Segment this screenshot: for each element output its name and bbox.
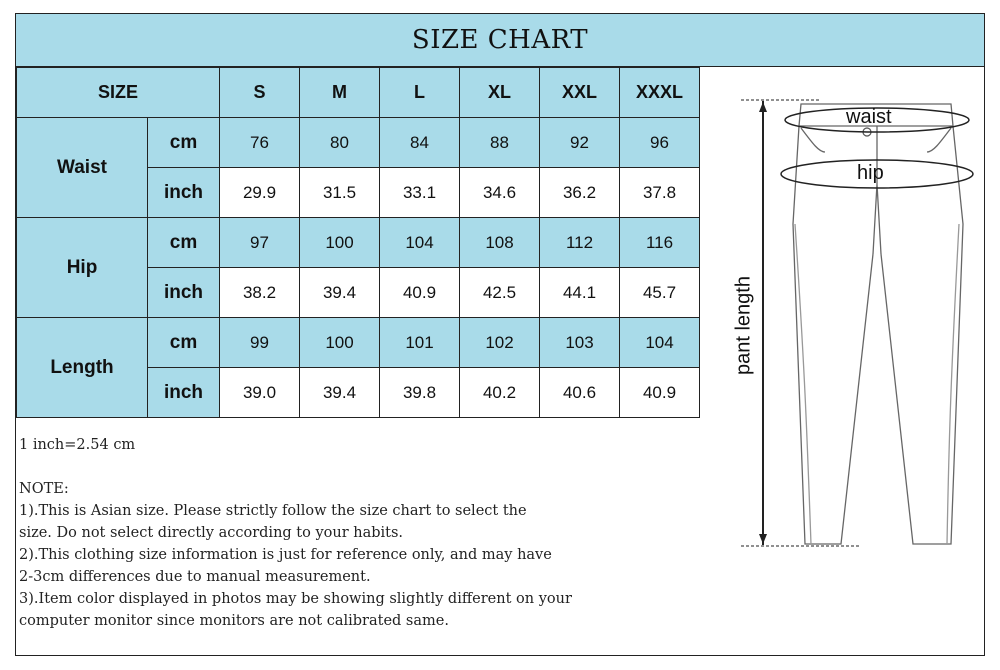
note-line: 1).This is Asian size. Please strictly follow the size chart to select the [19,503,527,519]
table-cell: 100 [300,318,380,368]
page-title: SIZE CHART [16,14,984,67]
conversion-note: 1 inch=2.54 cm [19,437,136,453]
size-col-xxl: XXL [540,68,620,118]
table-cell: 84 [380,118,460,168]
table-cell: 92 [540,118,620,168]
table-cell: 29.9 [220,168,300,218]
table-cell: 116 [620,218,700,268]
table-cell: 45.7 [620,268,700,318]
unit-cell: cm [148,118,220,168]
size-header: SIZE [17,68,220,118]
size-col-s: S [220,68,300,118]
size-chart-frame [15,13,985,656]
table-cell: 37.8 [620,168,700,218]
note-line: size. Do not select directly according to your habits. [19,525,404,541]
hip-label: hip [857,162,884,184]
table-cell: 44.1 [540,268,620,318]
table-cell: 108 [460,218,540,268]
table-cell: 104 [620,318,700,368]
note-heading: NOTE: [19,481,69,497]
table-cell: 40.9 [620,368,700,418]
table-cell: 40.9 [380,268,460,318]
table-cell: 36.2 [540,168,620,218]
unit-cell: cm [148,318,220,368]
table-cell: 112 [540,218,620,268]
table-cell: 40.2 [460,368,540,418]
row-label-length: Length [17,318,148,418]
table-cell: 31.5 [300,168,380,218]
table-cell: 34.6 [460,168,540,218]
size-col-l: L [380,68,460,118]
table-cell: 80 [300,118,380,168]
table-cell: 99 [220,318,300,368]
waist-label: waist [846,106,892,128]
size-col-xxxl: XXXL [620,68,700,118]
table-cell: 39.0 [220,368,300,418]
table-cell: 42.5 [460,268,540,318]
note-line: 3).Item color displayed in photos may be showing slightly different on your [19,591,572,607]
table-cell: 38.2 [220,268,300,318]
table-cell: 39.8 [380,368,460,418]
note-line: computer monitor since monitors are not calibrated same. [19,613,449,629]
table-cell: 104 [380,218,460,268]
table-cell: 100 [300,218,380,268]
pant-length-label: pant length [732,276,755,375]
table-cell: 96 [620,118,700,168]
unit-cell: inch [148,168,220,218]
table-cell: 101 [380,318,460,368]
note-line: 2-3cm differences due to manual measurement. [19,569,371,585]
unit-cell: inch [148,368,220,418]
row-label-hip: Hip [17,218,148,318]
table-cell: 76 [220,118,300,168]
unit-cell: inch [148,268,220,318]
table-cell: 39.4 [300,268,380,318]
pants-diagram [701,74,981,594]
row-label-waist: Waist [17,118,148,218]
note-line: 2).This clothing size information is just for reference only, and may have [19,547,552,563]
table-cell: 102 [460,318,540,368]
size-table [16,67,700,418]
size-col-m: M [300,68,380,118]
spacer [19,456,699,478]
table-cell: 103 [540,318,620,368]
unit-cell: cm [148,218,220,268]
notes-section [19,434,699,632]
table-cell: 33.1 [380,168,460,218]
table-cell: 40.6 [540,368,620,418]
table-cell: 88 [460,118,540,168]
table-cell: 97 [220,218,300,268]
size-col-xl: XL [460,68,540,118]
table-cell: 39.4 [300,368,380,418]
